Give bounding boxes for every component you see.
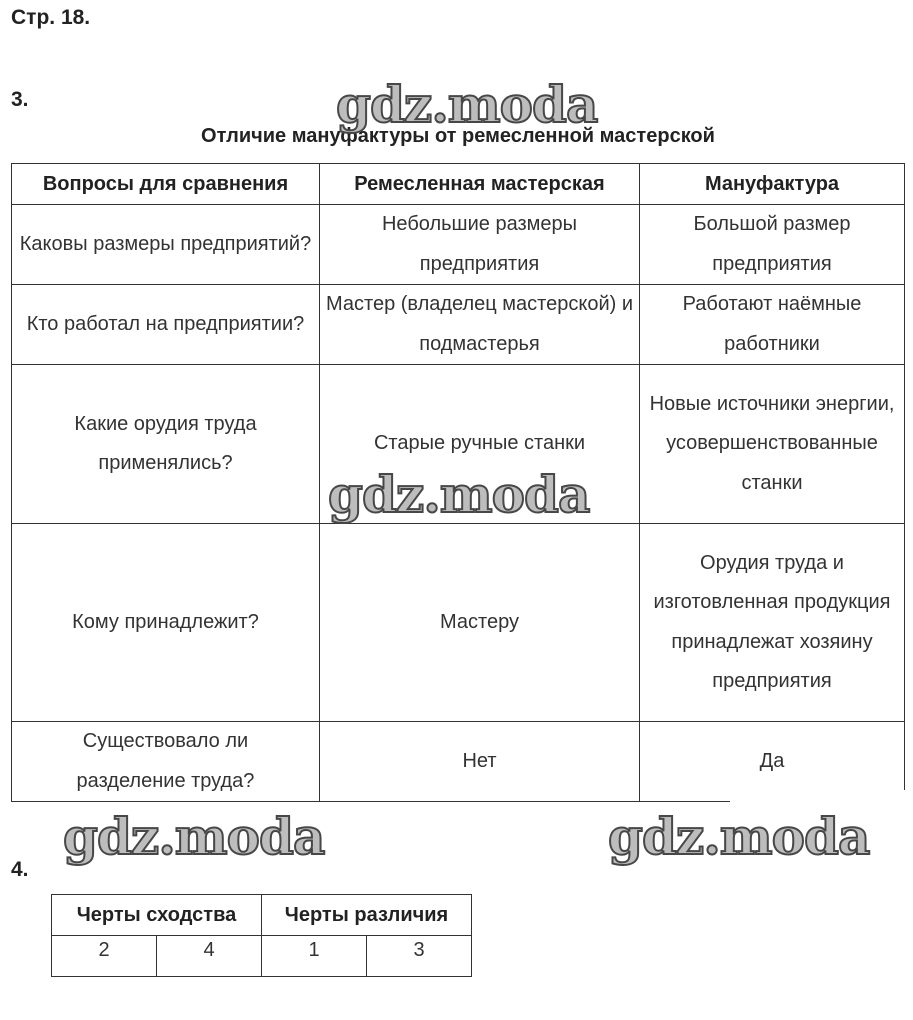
watermark: gdz.moda <box>336 75 598 134</box>
header-similarities: Черты сходства <box>52 895 262 936</box>
workshop-cell: Старые ручные станки <box>320 365 640 524</box>
workshop-cell: Нет <box>320 722 640 802</box>
manufactory-cell: Большой размер предприятия <box>640 205 905 285</box>
watermark: gdz.moda <box>608 807 870 866</box>
manufactory-cell: Да <box>640 722 905 802</box>
header-differences: Черты различия <box>262 895 472 936</box>
border-gap <box>730 790 910 805</box>
trait-value: 4 <box>157 936 262 977</box>
table-row <box>12 365 905 524</box>
trait-value: 2 <box>52 936 157 977</box>
traits-values-row <box>52 936 472 977</box>
question-cell: Какие орудия труда применялись? <box>12 365 320 524</box>
task-4-number: 4. <box>11 858 29 881</box>
task-3-number: 3. <box>11 88 29 111</box>
header-questions: Вопросы для сравнения <box>12 164 320 205</box>
table-row <box>12 524 905 722</box>
trait-value: 1 <box>262 936 367 977</box>
trait-value: 3 <box>367 936 472 977</box>
question-cell: Существовало ли разделение труда? <box>12 722 320 802</box>
watermark: gdz.moda <box>328 465 590 524</box>
header-manufactory: Мануфактура <box>640 164 905 205</box>
question-cell: Кто работал на предприятии? <box>12 285 320 365</box>
question-cell: Кому принадлежит? <box>12 524 320 722</box>
table-title: Отличие мануфактуры от ремесленной мастерской <box>201 125 715 147</box>
manufactory-cell: Работают наёмные работники <box>640 285 905 365</box>
table-header-row <box>12 164 905 205</box>
traits-header-row <box>52 895 472 936</box>
comparison-table <box>11 163 905 802</box>
watermark: gdz.moda <box>63 807 325 866</box>
header-workshop: Ремесленная мастерская <box>320 164 640 205</box>
page-label: Стр. 18. <box>11 6 91 29</box>
table-row <box>12 285 905 365</box>
workshop-cell: Мастеру <box>320 524 640 722</box>
manufactory-cell: Орудия труда и изготовленная продукция принадлежат хозяину предприятия <box>640 524 905 722</box>
traits-table <box>51 894 472 977</box>
table-row <box>12 205 905 285</box>
manufactory-cell: Новые источники энергии, усовершенствованные станки <box>640 365 905 524</box>
workshop-cell: Небольшие размеры предприятия <box>320 205 640 285</box>
workshop-cell: Мастер (владелец мастерской) и подмастерья <box>320 285 640 365</box>
question-cell: Каковы размеры предприятий? <box>12 205 320 285</box>
